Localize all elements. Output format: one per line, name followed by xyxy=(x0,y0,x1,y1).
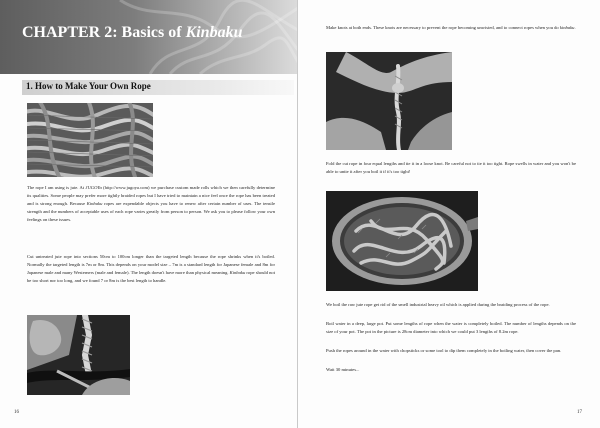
left-paragraph-2 xyxy=(27,253,275,285)
right-p3-line-4: Wait 30 minutes... xyxy=(326,367,360,372)
left-paragraph-1 xyxy=(27,184,275,224)
right-p3-line-2: Boil water in a deep, large pot. Put some lengths of rope when the water is completely boiled. The number of lengths depends on the size of your pot. The pot in the picture is 28cm diameter into which we could put 3 lengths of 8.2m rope. xyxy=(326,321,576,334)
right-p1-kinbaku: kinbaku xyxy=(559,25,575,30)
right-page xyxy=(298,0,600,428)
right-paragraph-1 xyxy=(326,24,576,32)
photo-knotting-rope xyxy=(326,52,452,150)
left-p2-text-a: Cut untreated jute rope into sections 50cm to 100cm longer than the targeted length because the rope shrinks when it's boiled. Normally the targeted length is 7m or 8m. This depends on your model size – 7m is a standard length for Japanese female and 8m for Japanese male and many Westerners (male and female). The length doesn't have more than physical meaning. xyxy=(27,254,275,275)
left-p1-jugoya: JUGOYa xyxy=(85,185,102,190)
left-p1-text-e: ropes are expendable objects you have to renew after certain number of uses. The tensile strength and the numbers of acceptable uses of each rope varies greatly from person to person. We ask you to please follow your own feelings on these issues. xyxy=(27,201,275,222)
right-p3-line-3: Push the ropes around in the water with chopsticks or some tool to dip them completely in the boiling water, then cover the pan. xyxy=(326,348,562,353)
page-number-left: 16 xyxy=(14,410,19,415)
left-p2-text-c: rope should not be too short nor too long, and we found 7 or 8m is the best length to handle. xyxy=(27,270,275,283)
page-number-right: 17 xyxy=(577,410,582,415)
left-p1-text-c: (http://www.jugoya.com) we purchase custom made rolls which we then carefully determine its qualities. Some people may prefer more tightly braided ropes but I have tried to maintain a nice feel once the rope has been treated and is strong enough. Because xyxy=(27,185,275,206)
chapter-banner xyxy=(0,0,298,74)
chapter-title xyxy=(22,24,242,42)
right-paragraph-2: Fold the cut rope in four equal lengths and tie it in a loose knot. Be careful not to tie it too tight. Rope swells in water and you won't be able to untie it after you boil it if it's too tight! xyxy=(326,161,576,174)
right-p1-text-c: . xyxy=(574,25,576,30)
left-page xyxy=(0,0,298,428)
left-p1-text-a: The rope I am using is jute. At xyxy=(27,185,86,190)
photo-coiled-rope xyxy=(27,103,153,177)
chapter-title-prefix: CHAPTER 2: Basics of xyxy=(22,24,186,41)
left-p1-kinbaku: Kinbaku xyxy=(86,201,103,206)
section-title: 1. How to Make Your Own Rope xyxy=(26,81,151,91)
right-p3-line-1: We boil the raw jute rope get rid of the smell industrial heavy oil which is applied during the braiding process of the rope. xyxy=(326,302,550,307)
chapter-title-kinbaku: Kinbaku xyxy=(185,24,243,41)
photo-cutting-rope xyxy=(27,315,130,395)
photo-boiling-rope-pot xyxy=(326,191,478,291)
section-heading-bar xyxy=(22,80,294,95)
left-p2-kinbaku: Kinbaku xyxy=(229,270,246,275)
right-p1-text-a: Make knots at both ends. These knots are necessary to prevent the rope becoming unwisted, and to connect ropes when you do xyxy=(326,25,560,30)
